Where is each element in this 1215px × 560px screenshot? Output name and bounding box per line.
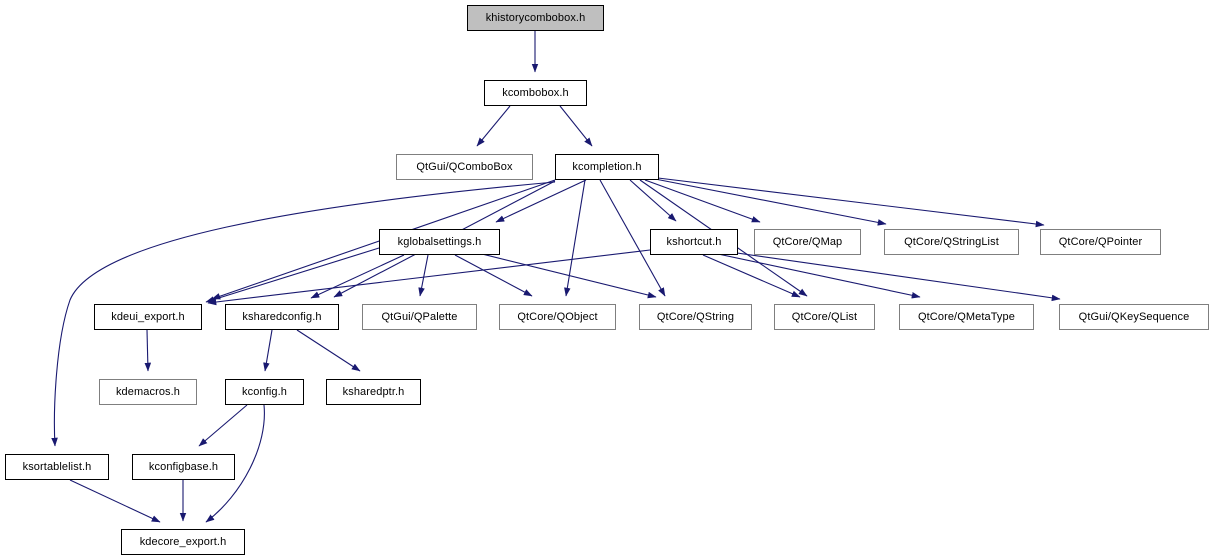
node-label: QtCore/QObject <box>517 310 598 323</box>
node-ksharedptr[interactable] <box>326 379 421 405</box>
node-qtgui-qcombobox[interactable] <box>396 154 533 180</box>
node-label: QtGui/QPalette <box>381 310 458 323</box>
node-kglobalsettings[interactable] <box>379 229 500 255</box>
node-qtgui-qpalette[interactable] <box>362 304 477 330</box>
node-label: kdeui_export.h <box>111 310 185 323</box>
node-kconfig[interactable] <box>225 379 304 405</box>
node-label: kcombobox.h <box>502 86 569 99</box>
node-label: QtCore/QStringList <box>904 235 999 248</box>
node-kconfigbase[interactable] <box>132 454 235 480</box>
node-ksortablelist[interactable] <box>5 454 109 480</box>
node-label: QtGui/QKeySequence <box>1078 310 1190 323</box>
node-label: kdemacros.h <box>115 385 181 398</box>
node-qtcore-qstringlist[interactable] <box>884 229 1019 255</box>
node-khistorycombobox[interactable] <box>467 5 604 31</box>
node-kdecore-export[interactable] <box>121 529 245 555</box>
node-qtcore-qobject[interactable] <box>499 304 616 330</box>
node-label: kconfigbase.h <box>148 460 219 473</box>
node-qtgui-qkeysequence[interactable] <box>1059 304 1209 330</box>
node-label: ksortablelist.h <box>22 460 92 473</box>
node-ksharedconfig[interactable] <box>225 304 339 330</box>
node-qtcore-qpointer[interactable] <box>1040 229 1161 255</box>
node-label: QtCore/QMetaType <box>918 310 1015 323</box>
node-label: QtCore/QMap <box>772 235 843 248</box>
node-kdemacros[interactable] <box>99 379 197 405</box>
node-qtcore-qmetatype[interactable] <box>899 304 1034 330</box>
node-kdeui-export[interactable] <box>94 304 202 330</box>
node-label: QtGui/QComboBox <box>416 160 513 173</box>
node-kshortcut[interactable] <box>650 229 738 255</box>
node-label: QtCore/QString <box>656 310 735 323</box>
node-qtcore-qlist[interactable] <box>774 304 875 330</box>
node-label: kcompletion.h <box>572 160 642 173</box>
node-kcombobox[interactable] <box>484 80 587 106</box>
node-label: ksharedconfig.h <box>242 310 322 323</box>
node-label: khistorycombobox.h <box>485 11 586 24</box>
node-label: QtCore/QPointer <box>1058 235 1143 248</box>
node-label: kdecore_export.h <box>139 535 227 548</box>
node-label: kglobalsettings.h <box>397 235 482 248</box>
node-qtcore-qstring[interactable] <box>639 304 752 330</box>
node-kcompletion[interactable] <box>555 154 659 180</box>
node-label: kconfig.h <box>242 385 287 398</box>
node-qtcore-qmap[interactable] <box>754 229 861 255</box>
node-label: ksharedptr.h <box>342 385 405 398</box>
node-label: QtCore/QList <box>791 310 858 323</box>
node-label: kshortcut.h <box>666 235 722 248</box>
